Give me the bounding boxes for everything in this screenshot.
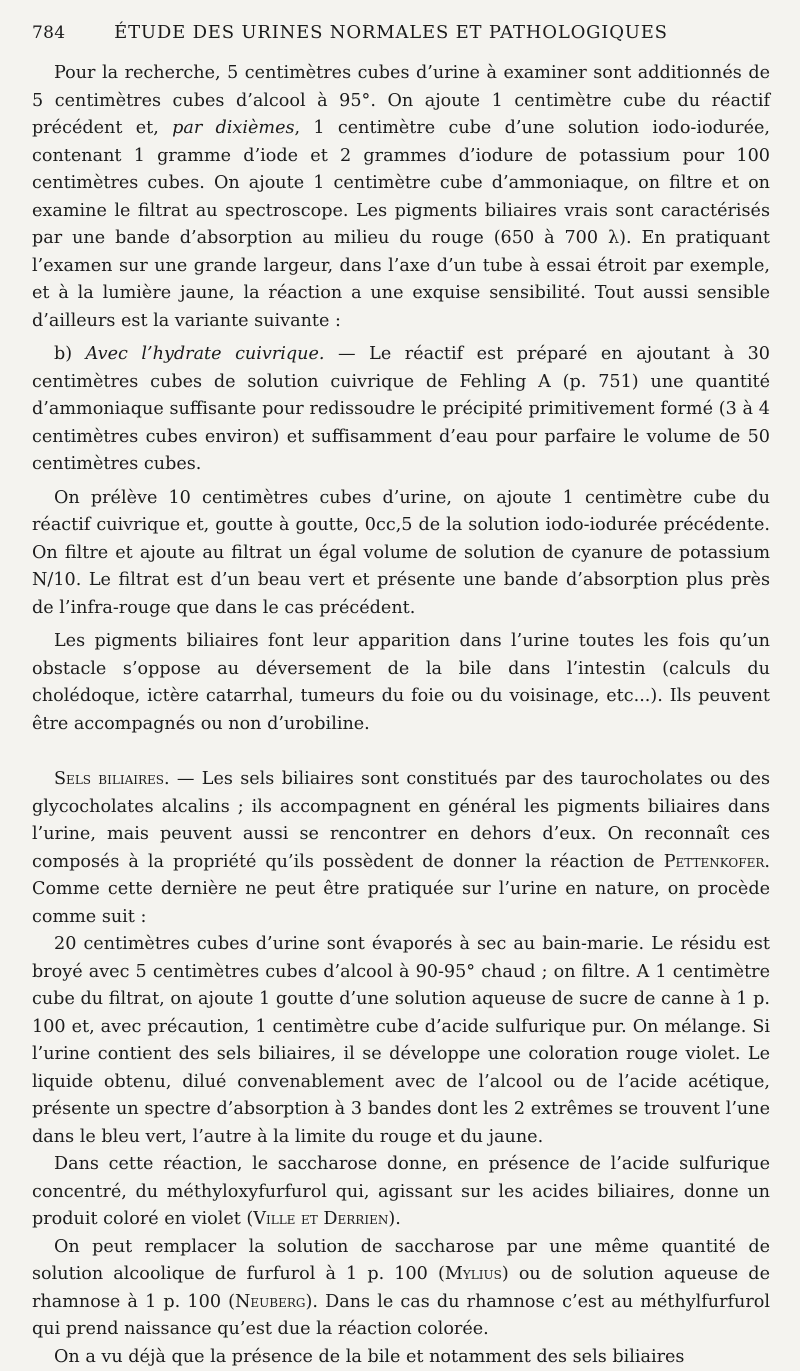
paragraph-1 [32, 60, 770, 335]
paragraph-5-end: . Comme cette dernière ne peut être pratiquée sur l’urine en nature, on procède comme suit : [32, 852, 770, 927]
paragraph-3: On prélève 10 centimètres cubes d’urine, on ajoute 1 centimètre cube du réactif cuivrique et, goutte à goutte, 0cc,5 de la solution iodo-iodurée précédente. On filtre et ajoute au filtrat un égal volume de solution de cyanure de potassium N/10. Le filtrat est d’un beau vert et présente une bande d’absorption plus près de l’infra-rouge que dans le cas précédent. [32, 485, 770, 623]
paragraph-7 [32, 1151, 770, 1234]
paragraph-1-text: Pour la recherche, 5 centimètres cubes d’urine à examiner sont additionnés de 5 centimètres cubes d’alcool à 95°. On ajoute 1 centimètre cube du réactif précédent et, [32, 63, 770, 138]
paragraph-1-italic: par dixièmes [172, 118, 294, 138]
paragraph-2-rest: — Le réactif est préparé en ajoutant à 30 centimètres cubes de solution cuivrique de Fehling A (p. 751) une quantité d’ammoniaque suffisante pour redissoudre le précipité primitivement formé (3 à 4 centimètres cubes environ) et suffisamment d’eau pour parfaire le volume de 50 centimètres cubes. [32, 344, 770, 474]
author-ville-derrien: Ville et Derrien [253, 1209, 388, 1229]
paragraph-7-end: ). [388, 1209, 400, 1229]
paragraph-9: On a vu déjà que la présence de la bile et notamment des sels biliaires [32, 1344, 770, 1371]
paragraph-8-text: On peut remplacer la solution de saccharose par une même quantité de solution alcoolique de furfurol à 1 p. 100 ( [32, 1237, 770, 1285]
paragraph-6: 20 centimètres cubes d’urine sont évaporés à sec au bain-marie. Le résidu est broyé avec 5 centimètres cubes d’alcool à 90-95° chaud ; on filtre. A 1 centimètre cube du filtrat, on ajoute 1 goutte d’une solution aqueuse de sucre de canne à 1 p. 100 et, avec précaution, 1 centimètre cube d’acide sulfurique pur. On mélange. Si l’urine contient des sels biliaires, il se développe une coloration rouge violet. Le liquide obtenu, dilué convenablement avec de l’alcool ou de l’acide acétique, présente un spectre d’absorption à 3 bandes dont les 2 extrêmes se trouvent l’une dans le bleu vert, l’autre à la limite du rouge et du jaune. [32, 931, 770, 1151]
page-header [32, 22, 770, 52]
paragraph-8 [32, 1234, 770, 1344]
paragraph-5-sels-biliaires [32, 766, 770, 931]
paragraph-5-text: — Les sels biliaires sont constitués par des taurocholates ou des glycocholates alcalins ; ils accompagnent en général les pigments biliaires dans l’urine, mais peuvent aussi se rencontrer en dehors d’eux. On reconnaît ces composés à la propriété qu’ils possèdent de donner la réaction de [32, 769, 770, 872]
page-body [32, 60, 770, 1371]
section-heading-sels-biliaires: Sels biliaires. [54, 769, 170, 789]
paragraph-1-rest: , 1 centimètre cube d’une solution iodo-iodurée, contenant 1 gramme d’iode et 2 grammes d’iodure de potassium pour 100 centimètres cubes. On ajoute 1 centimètre cube d’ammoniaque, on filtre et on examine le filtrat au spectroscope. Les pigments biliaires vrais sont caractérisés par une bande d’absorption au milieu du rouge (650 à 700 λ). En pratiquant l’examen sur une grande largeur, dans l’axe d’un tube à essai étroit par exemple, et à la lumière jaune, la réaction a une exquise sensibilité. Tout aussi sensible d’ailleurs est la variante suivante : [32, 118, 770, 331]
author-pettenkofer: Pettenkofer [664, 852, 765, 872]
page-number: 784 [32, 23, 92, 43]
paragraph-7-text: Dans cette réaction, le saccharose donne, en présence de l’acide sulfurique concentré, du méthyloxyfurfurol qui, agissant sur les acides biliaires, donne un produit coloré en violet ( [32, 1154, 770, 1229]
author-neuberg: Neuberg [235, 1292, 305, 1312]
running-head: ÉTUDE DES URINES NORMALES ET PATHOLOGIQUES [92, 22, 770, 43]
paragraph-2 [32, 341, 770, 479]
paragraph-2-lead: b) [54, 344, 86, 364]
paragraph-8-mid: ) ou de solution aqueuse de rhamnose à 1 p. 100 ( [32, 1264, 770, 1312]
paragraph-2-italic: Avec l’hydrate cuivrique. [86, 344, 325, 364]
author-mylius: Mylius [445, 1264, 502, 1284]
paragraph-8-end: ). Dans le cas du rhamnose c’est au méthylfurfurol qui prend naissance qu’est due la réaction colorée. [32, 1292, 770, 1340]
paragraph-4: Les pigments biliaires font leur apparition dans l’urine toutes les fois qu’un obstacle s’oppose au déversement de la bile dans l’intestin (calculs du cholédoque, ictère catarrhal, tumeurs du foie ou du voisinage, etc...). Ils peuvent être accompagnés ou non d’urobiline. [32, 628, 770, 738]
